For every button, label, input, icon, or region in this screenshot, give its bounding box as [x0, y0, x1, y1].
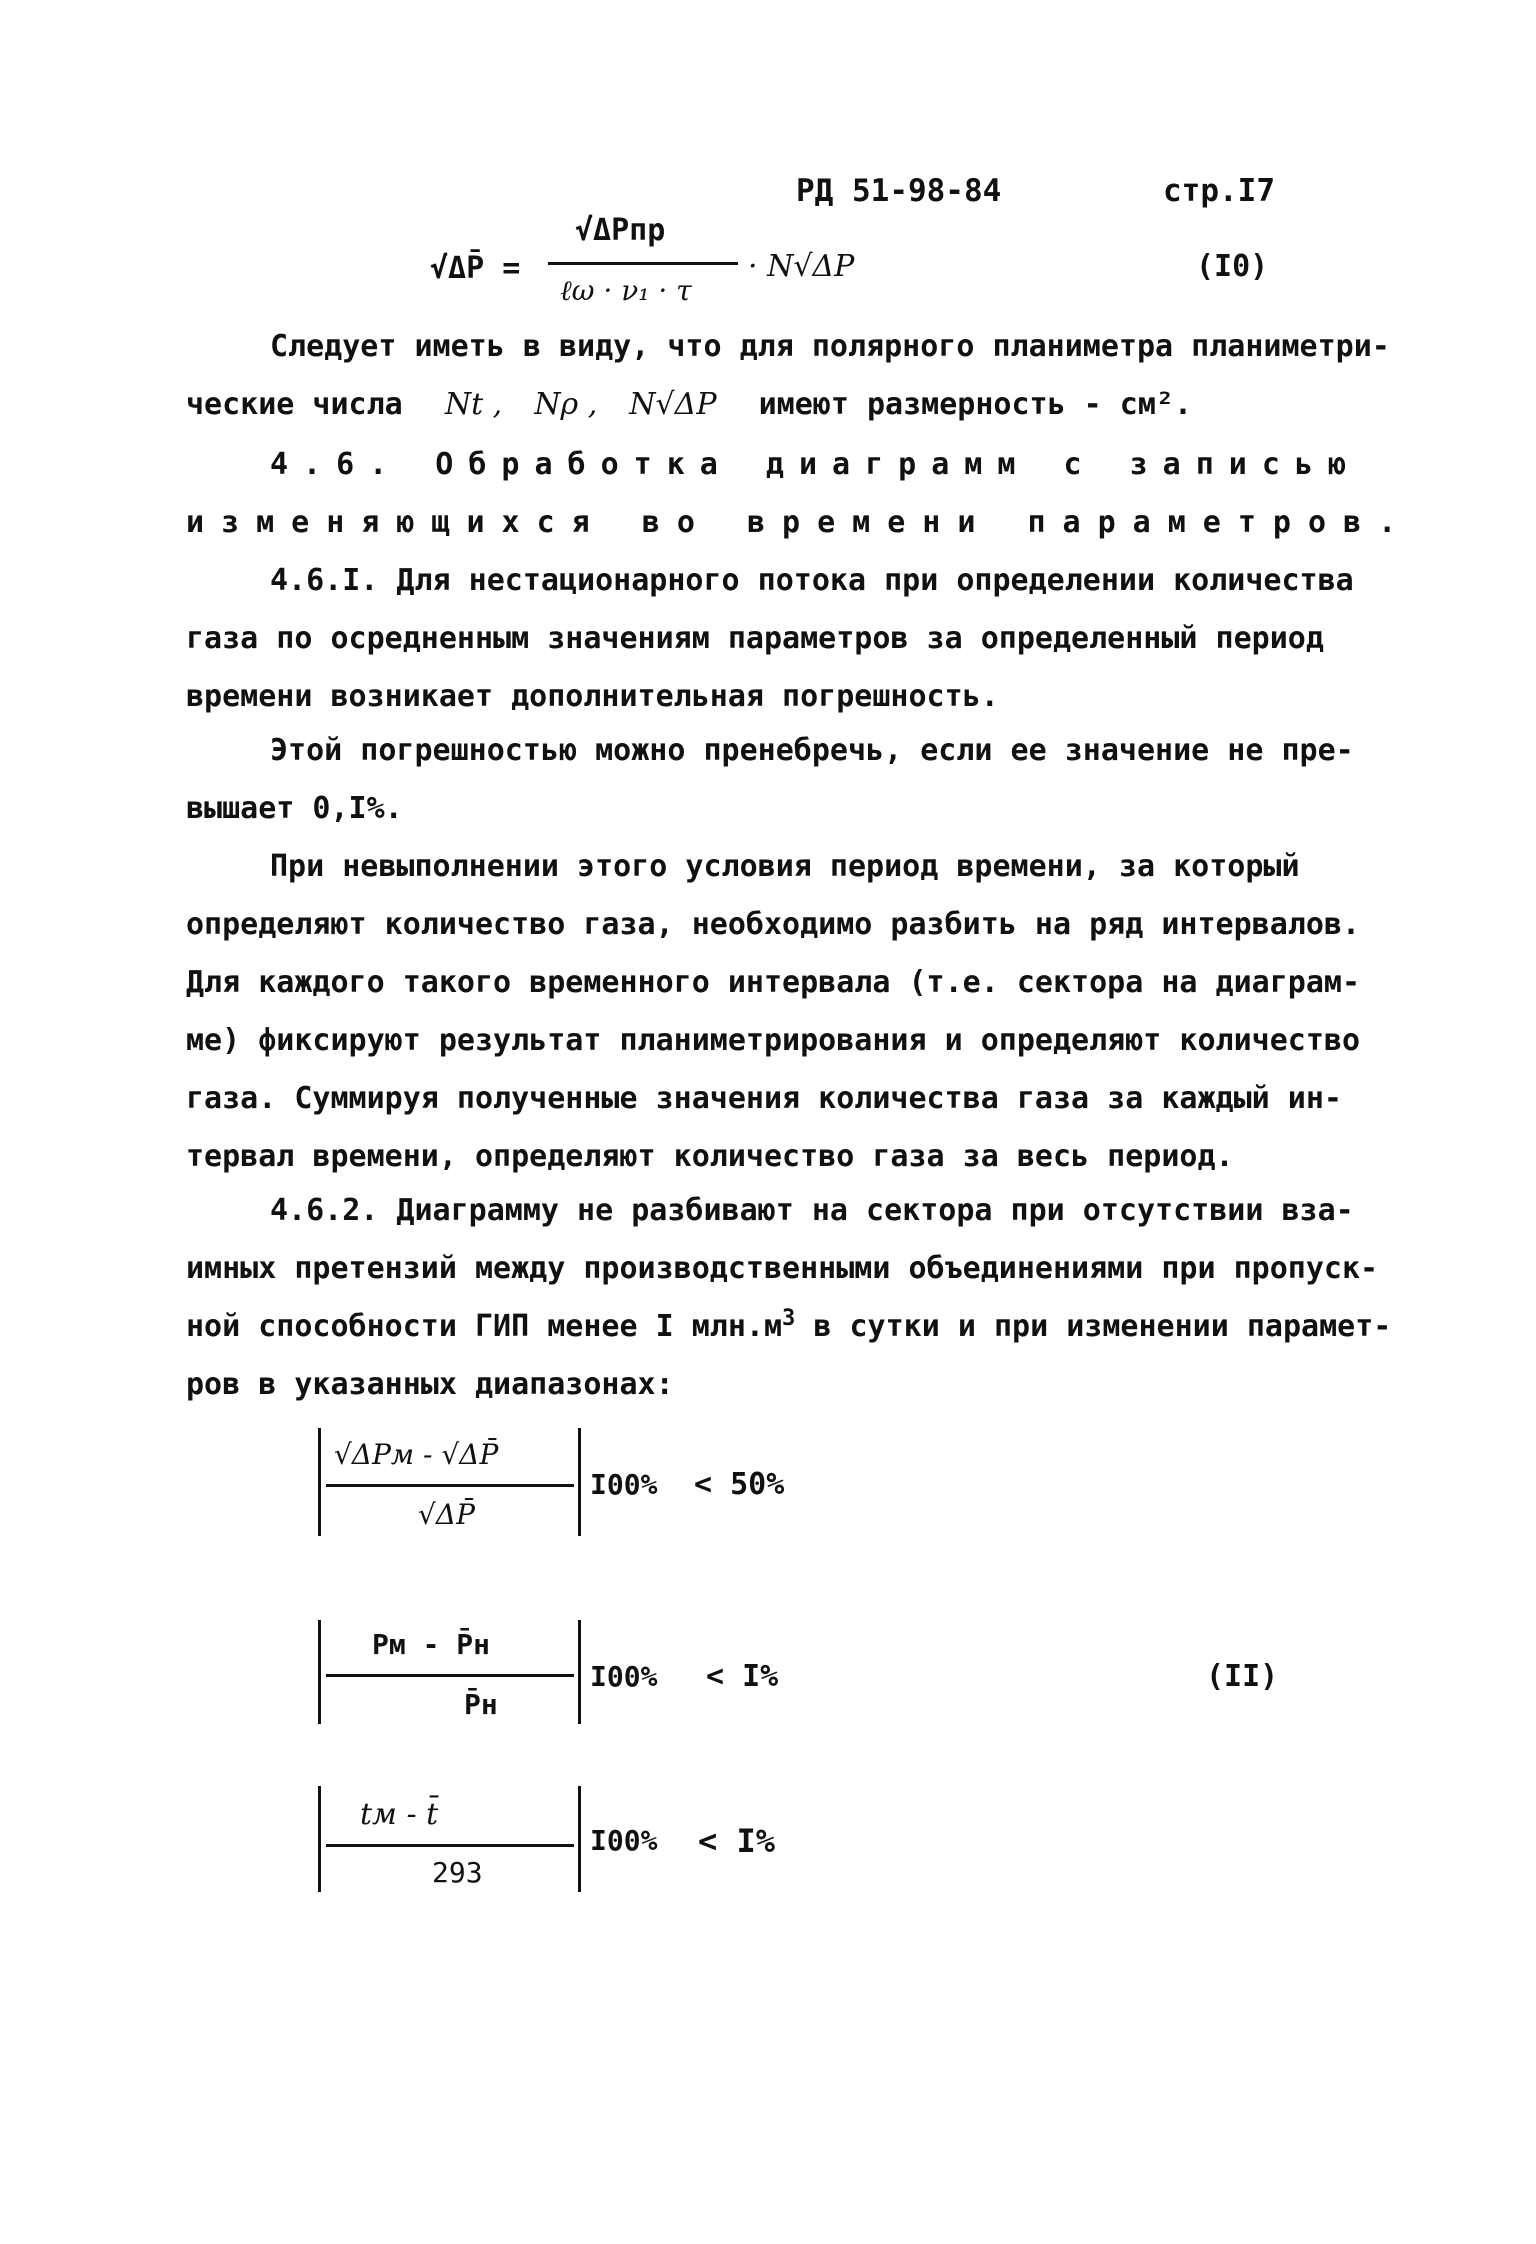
section-4-6-2: 4.6.2. Диаграмму не разбивают на сектора при отсутствии вза- имных претензий между производственными объединениями при пропуск- ной способности ГИП менее I $млн.м^3$ в сутки и при изменении парамет- ров в указанных диапазонах:: [186, 1193, 1392, 1402]
condition-3-relation: < I%: [698, 1822, 776, 1860]
condition-3-numerator: tм - t̄: [360, 1797, 439, 1832]
symbol-np: Nρ ,: [534, 387, 598, 422]
condition-1-denominator: √ΔP̄: [418, 1498, 475, 1531]
section-4-6-heading-line-2: изменяющихся во времени параметров.: [186, 505, 1414, 540]
capacity-line: ной способности ГИП менее I $млн.м^3$ в сутки и при изменении парамет-: [186, 1306, 1392, 1344]
section-4-6-1: 4.6.I. Для нестационарного потока при определении количества газа по осредненным значениям параметров за определенный период времени возникает дополнительная погрешность.: [186, 563, 1354, 714]
document-code: РД 51-98-84: [796, 173, 1002, 209]
formula-10-lhs: √ΔP̄ =: [430, 251, 521, 286]
formula-10-number: (I0): [1196, 249, 1269, 284]
fraction-bar: [326, 1674, 574, 1677]
condition-3-denominator: 293: [432, 1856, 483, 1889]
formula-10-numerator: √ΔPпр: [575, 213, 666, 248]
formula-10-multiplier: · N√ΔP: [748, 249, 855, 284]
condition-2-numerator: Pм - P̄н: [372, 1628, 491, 1661]
symbol-n-sqrt-dp: N√ΔP: [629, 387, 717, 422]
abs-bar-left: [318, 1786, 321, 1892]
formula-10-denominator: ℓω · ν₁ · τ: [560, 274, 692, 307]
intervals-paragraph: При невыполнении этого условия период времени, за который определяют количество газа, необходимо разбить на ряд интервалов. Для каждого такого временного интервала (т.е. сектора на диаграм- ме) фиксируют результат планиметрирования и определяют количество газа. Суммируя полученные значения количества газа за каждый ин- тервал времени, определяют количество газа за весь период.: [186, 849, 1360, 1174]
page-number: стр.I7: [1163, 173, 1275, 209]
condition-2-relation: < I%: [706, 1659, 779, 1694]
formula-11-number: (II): [1206, 1659, 1279, 1694]
symbol-nt: Nt ,: [444, 387, 503, 422]
section-4-6-heading: 4.6. Обработка диаграмм с записью: [270, 447, 1362, 482]
abs-bar-left: [318, 1620, 321, 1724]
abs-bar-right: [578, 1786, 581, 1892]
condition-1-factor: I00%: [590, 1468, 658, 1501]
abs-bar-left: [318, 1428, 321, 1536]
condition-2-factor: I00%: [590, 1660, 658, 1693]
condition-1-relation: < 50%: [694, 1467, 785, 1502]
error-paragraph: Этой погрешностью можно пренебречь, если ее значение не пре- вышает 0,I%.: [186, 733, 1354, 826]
abs-bar-right: [578, 1428, 581, 1536]
condition-3-factor: I00%: [590, 1824, 658, 1857]
condition-2-denominator: P̄н: [464, 1688, 498, 1721]
condition-1-numerator: √ΔPм - √ΔP̄: [334, 1438, 499, 1471]
note-line-2: ческие числа Nt , Nρ , N√ΔP имеют размерность - см².: [186, 387, 1193, 422]
abs-bar-right: [578, 1620, 581, 1724]
note-line-1: Следует иметь в виду, что для полярного планиметра планиметри-: [270, 329, 1390, 364]
